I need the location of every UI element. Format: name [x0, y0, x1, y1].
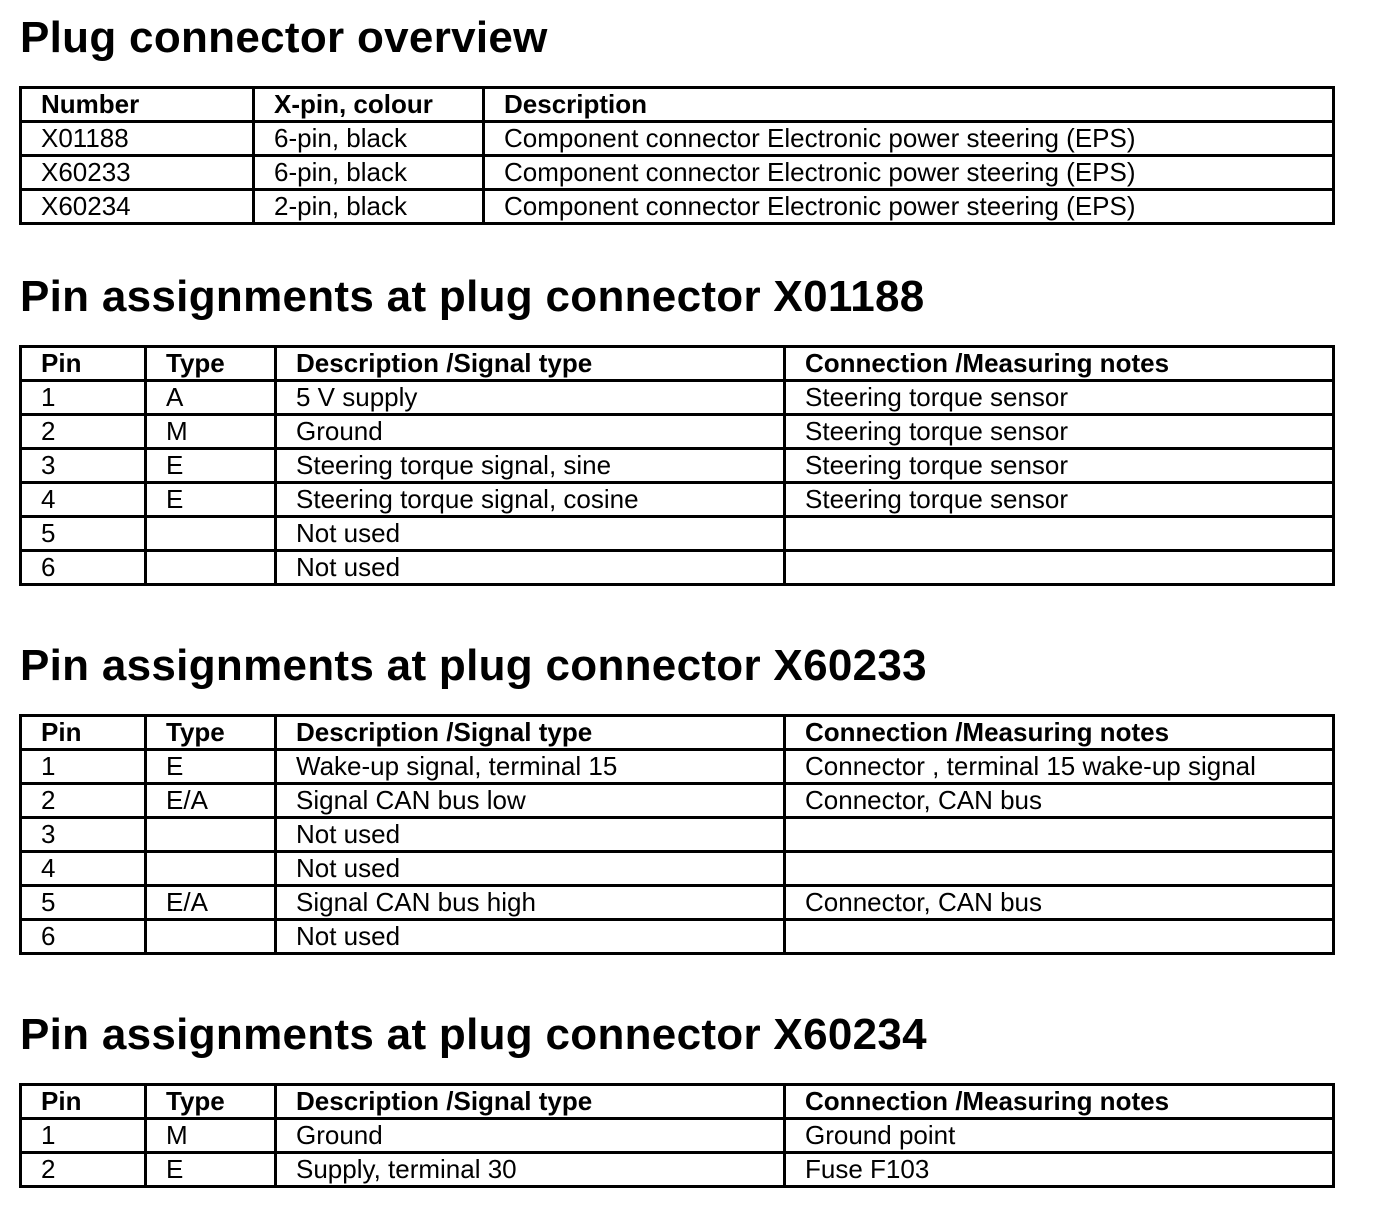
table-cell: X60233: [21, 156, 254, 190]
table-row: [21, 1153, 1334, 1187]
column-header: Description /Signal type: [276, 347, 785, 381]
table-cell: Signal CAN bus high: [276, 886, 785, 920]
column-header: Description /Signal type: [276, 716, 785, 750]
table-cell: 6-pin, black: [254, 156, 484, 190]
table-cell: [785, 920, 1334, 954]
table-cell: 5: [21, 517, 146, 551]
table-row: [21, 381, 1334, 415]
column-header: Pin: [21, 1085, 146, 1119]
table-header-row: [21, 88, 1334, 122]
table-cell: Steering torque sensor: [785, 483, 1334, 517]
table-cell: 6-pin, black: [254, 122, 484, 156]
table-cell: M: [146, 415, 276, 449]
table-cell: Steering torque sensor: [785, 415, 1334, 449]
table-row: [21, 449, 1334, 483]
table-row: [21, 483, 1334, 517]
table-cell: E/A: [146, 784, 276, 818]
table-cell: Supply, terminal 30: [276, 1153, 785, 1187]
table-cell: [785, 551, 1334, 585]
table-cell: [785, 818, 1334, 852]
table-cell: Not used: [276, 920, 785, 954]
table-row: [21, 156, 1334, 190]
table-header-row: [21, 716, 1334, 750]
table-cell: Not used: [276, 551, 785, 585]
table-cell: 5: [21, 886, 146, 920]
x01188-pin-table: [19, 345, 1335, 586]
table-cell: 3: [21, 449, 146, 483]
table-cell: Steering torque signal, sine: [276, 449, 785, 483]
table-cell: 2: [21, 415, 146, 449]
table-row: [21, 852, 1334, 886]
column-header: Description /Signal type: [276, 1085, 785, 1119]
x01188-title: Pin assignments at plug connector X01188: [20, 272, 925, 321]
table-cell: 6: [21, 920, 146, 954]
column-header: Pin: [21, 347, 146, 381]
table-cell: Not used: [276, 517, 785, 551]
table-cell: [146, 818, 276, 852]
table-cell: Ground: [276, 1119, 785, 1153]
x60233-pin-table: [19, 714, 1335, 955]
table-cell: E/A: [146, 886, 276, 920]
table-cell: X01188: [21, 122, 254, 156]
column-header: Pin: [21, 716, 146, 750]
x60234-pin-table: [19, 1083, 1335, 1188]
table-cell: E: [146, 483, 276, 517]
table-cell: 2: [21, 1153, 146, 1187]
table-cell: E: [146, 449, 276, 483]
table-row: [21, 122, 1334, 156]
table-row: [21, 886, 1334, 920]
table-row: [21, 190, 1334, 224]
x60234-title: Pin assignments at plug connector X60234: [20, 1010, 927, 1059]
column-header: Connection /Measuring notes: [785, 347, 1334, 381]
column-header: Description: [484, 88, 1334, 122]
table-cell: 1: [21, 750, 146, 784]
column-header: X-pin, colour: [254, 88, 484, 122]
table-cell: 2: [21, 784, 146, 818]
overview-title: Plug connector overview: [20, 13, 548, 62]
table-cell: Fuse F103: [785, 1153, 1334, 1187]
table-cell: [146, 920, 276, 954]
column-header: Number: [21, 88, 254, 122]
table-cell: 4: [21, 483, 146, 517]
table-cell: 2-pin, black: [254, 190, 484, 224]
column-header: Type: [146, 347, 276, 381]
overview-table: [19, 86, 1335, 225]
table-cell: Not used: [276, 852, 785, 886]
table-cell: Steering torque sensor: [785, 449, 1334, 483]
table-row: [21, 750, 1334, 784]
table-cell: M: [146, 1119, 276, 1153]
table-cell: 1: [21, 381, 146, 415]
table-cell: Component connector Electronic power steering (EPS): [484, 156, 1334, 190]
table-cell: Wake-up signal, terminal 15: [276, 750, 785, 784]
table-header-row: [21, 1085, 1334, 1119]
table-cell: Ground: [276, 415, 785, 449]
table-cell: Signal CAN bus low: [276, 784, 785, 818]
table-cell: E: [146, 1153, 276, 1187]
table-row: [21, 517, 1334, 551]
table-cell: Ground point: [785, 1119, 1334, 1153]
table-cell: Steering torque signal, cosine: [276, 483, 785, 517]
table-cell: Connector, CAN bus: [785, 886, 1334, 920]
table-row: [21, 551, 1334, 585]
table-cell: [146, 551, 276, 585]
table-cell: E: [146, 750, 276, 784]
column-header: Type: [146, 1085, 276, 1119]
table-cell: Component connector Electronic power steering (EPS): [484, 190, 1334, 224]
table-cell: 5 V supply: [276, 381, 785, 415]
table-cell: X60234: [21, 190, 254, 224]
table-cell: 3: [21, 818, 146, 852]
column-header: Connection /Measuring notes: [785, 716, 1334, 750]
column-header: Type: [146, 716, 276, 750]
table-cell: Connector, CAN bus: [785, 784, 1334, 818]
table-cell: Steering torque sensor: [785, 381, 1334, 415]
table-cell: Connector , terminal 15 wake-up signal: [785, 750, 1334, 784]
table-cell: Component connector Electronic power steering (EPS): [484, 122, 1334, 156]
table-cell: 4: [21, 852, 146, 886]
table-cell: A: [146, 381, 276, 415]
table-row: [21, 1119, 1334, 1153]
table-cell: [785, 517, 1334, 551]
table-header-row: [21, 347, 1334, 381]
table-row: [21, 415, 1334, 449]
table-cell: [146, 517, 276, 551]
table-cell: [146, 852, 276, 886]
table-cell: Not used: [276, 818, 785, 852]
x60233-title: Pin assignments at plug connector X60233: [20, 641, 927, 690]
table-row: [21, 784, 1334, 818]
table-cell: [785, 852, 1334, 886]
column-header: Connection /Measuring notes: [785, 1085, 1334, 1119]
table-row: [21, 920, 1334, 954]
table-cell: 1: [21, 1119, 146, 1153]
table-cell: 6: [21, 551, 146, 585]
table-row: [21, 818, 1334, 852]
